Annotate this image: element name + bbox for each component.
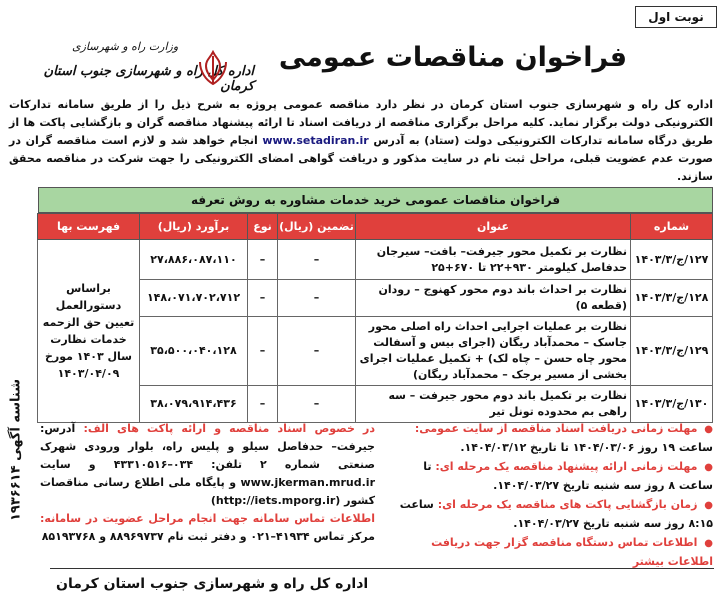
portal-text: و پایگاه ملی اطلاع رسانی مناقصات کشور (40, 476, 375, 507)
footer-divider (50, 568, 714, 569)
row-type: – (248, 240, 278, 280)
row-subject: نظارت بر عملیات اجرایی احداث راه اصلی محور جاسک – محمدآباد ریگان (اجرای بیس و آسفالت محور چاه حسن – چاه لک) + تکمیل عملیات اجرای بخشی از مسیر برجک – محمدآباد ریگان) (356, 317, 631, 386)
iran-emblem-icon (196, 50, 230, 86)
col-subject: عنوان (356, 214, 631, 240)
note-label: مهلت زمانی ارائه پیشنهاد مناقصه یک مرحله ای: (435, 460, 698, 473)
table-row (38, 280, 713, 317)
note-text: ساعت ۱۹ روز ۱۴۰۴/۰۳/۰۶ تا تاریخ ۱۴۰۴/۰۳/۱۲. (460, 441, 713, 454)
department-name: اداره کل راه و شهرسازی جنوب استان کرمان (43, 64, 254, 94)
table-row (38, 317, 713, 386)
note-item (388, 496, 713, 533)
page-title: فراخوان مناقصات عمومی (278, 42, 627, 73)
row-type: – (248, 280, 278, 317)
intro-text-2: انجام خواهد شد و لازم است مناقصه گران در صورت عدم عضویت قبلی، مراحل ثبت نام در سایت مذکور و دریافت گواهی امضای الکترونیکی را جهت شرکت در مناقصه محقق سازند. (9, 134, 713, 183)
row-type: – (248, 317, 278, 386)
ad-id-label (4, 300, 28, 600)
schedule-notes (388, 420, 713, 572)
row-subject: نظارت بر تکمیل باند دوم محور جیرفت – سه راهی بم محدوده تونل تیر (356, 386, 631, 423)
row-estimate: ۱۴۸،۰۷۱،۷۰۲،۷۱۲ (140, 280, 248, 317)
row-type: – (248, 386, 278, 423)
table-header-row (38, 214, 713, 240)
row-subject: نظارت بر احداث باند دوم محور کهنوج – رودان (قطعه ۵) (356, 280, 631, 317)
system-contact-text: مرکز تماس ۴۱۹۳۴–۰۲۱ و دفتر ثبت نام ۸۸۹۶۹۷۳۷ و ۸۵۱۹۳۷۶۸ (41, 530, 375, 543)
address-text: آدرس: جیرفت– حدفاصل سیلو و پلیس راه، بلوار ورودی شهرک صنعتی شماره ۲ تلفن: ۰۳۴–۴۳۳۱۰۵۱۶ و سایت (40, 422, 375, 471)
col-number: شماره (631, 214, 713, 240)
row-number: ۱۳۰/ج/۱۴۰۳/۳ (631, 386, 713, 423)
setad-link[interactable]: www.setadiran.ir (262, 134, 369, 147)
organization-logo (14, 28, 254, 94)
table-row (38, 240, 713, 280)
note-item (388, 534, 713, 571)
footer-org-name: اداره کل راه و شهرسازی جنوب استان کرمان (56, 576, 369, 592)
row-number: ۱۲۷/ج/۱۴۰۳/۳ (631, 240, 713, 280)
row-estimate: ۲۷،۸۸۶،۰۸۷،۱۱۰ (140, 240, 248, 280)
row-estimate: ۳۵،۵۰۰،۰۴۰،۱۲۸ (140, 317, 248, 386)
table-title (38, 187, 713, 213)
row-guarantee: – (278, 240, 356, 280)
col-price-list: فهرست بها (38, 214, 140, 240)
price-list-cell: براساس دستورالعمل تعیین حق الزحمه خدمات نظارت سال ۱۴۰۳ مورخ ۱۴۰۳/۰۴/۰۹ (38, 240, 140, 423)
round-badge (635, 6, 717, 28)
col-estimate: برآورد (ریال) (140, 214, 248, 240)
note-item (388, 458, 713, 495)
documents-label: در خصوص اسناد مناقصه و ارائه پاکت های الف: (83, 422, 376, 435)
system-contact-label: اطلاعات تماس سامانه جهت انجام مراحل عضویت در سامانه: (40, 512, 375, 525)
note-label: زمان بازگشایی پاکت های مناقصه یک مرحله ای: (437, 498, 698, 511)
row-subject: نظارت بر تکمیل محور جیرفت– بافت– سیرجان حدفاصل کیلومتر ۹۳۰+۲۲ تا ۶۷۰+۲۵ (356, 240, 631, 280)
col-type: نوع (248, 214, 278, 240)
row-guarantee: – (278, 386, 356, 423)
row-number: ۱۲۹/ج/۱۴۰۳/۳ (631, 317, 713, 386)
table-row (38, 386, 713, 423)
note-text: ساعت ۸:۱۵ روز سه شنبه تاریخ ۱۴۰۴/۰۳/۲۷. (399, 498, 713, 530)
ministry-name: وزارت راه و شهرسازی (72, 40, 179, 53)
table-title-text: فراخوان مناقصات عمومی خرید خدمات مشاوره به روش تعرفه (190, 193, 561, 207)
ad-id-text: شناسه آگهی ۱۹۳۶۶۱۴ (8, 379, 24, 521)
note-text: تا ساعت ۸ روز سه شنبه تاریخ ۱۴۰۴/۰۳/۲۷. (423, 460, 713, 492)
tender-table (37, 213, 713, 423)
row-guarantee: – (278, 317, 356, 386)
jkerman-link[interactable]: www.jkerman.mrud.ir (240, 476, 375, 489)
row-guarantee: – (278, 280, 356, 317)
row-number: ۱۲۸/ج/۱۴۰۳/۳ (631, 280, 713, 317)
note-item (388, 420, 713, 457)
note-label: اطلاعات تماس دستگاه مناقصه گزار جهت دریافت اطلاعات بیشتر (431, 536, 713, 568)
row-estimate: ۳۸،۰۷۹،۹۱۴،۴۳۶ (140, 386, 248, 423)
iets-link[interactable]: (http://iets.mporg.ir) (210, 494, 341, 507)
intro-paragraph (9, 96, 713, 186)
tender-table-section (38, 187, 713, 423)
col-guarantee: تضمین (ریال) (278, 214, 356, 240)
note-label: مهلت زمانی دریافت اسناد مناقصه از سایت عمومی: (414, 422, 698, 435)
intro-text-1: اداره کل راه و شهرسازی جنوب استان کرمان در نظر دارد مناقصه عمومی پروژه به شرح ذیل را از طریق سامانه تدارکات الکترونیکی دولت برگزار نماید. کلیه مراحل برگزاری مناقصه از دریافت اسناد تا ارائه پیشنهاد مناقصه گران و بازگشایی پاکت ها از طریق درگاه سامانه تدارکات الکترونیکی دولت (ستاد) به آدرس (9, 98, 713, 147)
contact-notes (40, 420, 375, 546)
round-label: نوبت اول (648, 10, 704, 24)
